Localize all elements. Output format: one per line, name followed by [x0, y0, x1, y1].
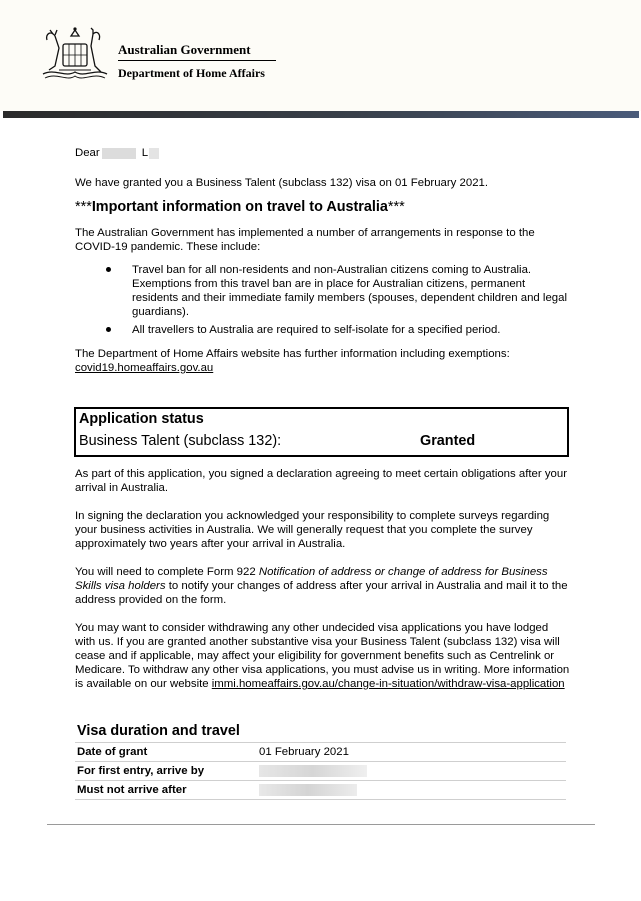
visa-duration-table [75, 742, 566, 800]
row-label: Must not arrive after [75, 781, 257, 800]
withdraw-visa-link[interactable]: immi.homeaffairs.gov.au/change-in-situation/withdraw-visa-application [211, 678, 565, 690]
status-title: Application status [79, 411, 204, 427]
covid-intro: The Australian Government has implemented a number of arrangements in response to the COVID-19 pandemic. These include: [75, 227, 535, 253]
covid-measures-list [75, 263, 570, 337]
row-label: Date of grant [75, 743, 257, 762]
commonwealth-coat-of-arms-icon [37, 26, 113, 82]
salutation-prefix: Dear [75, 147, 100, 159]
status-value: Granted [420, 433, 476, 449]
row-value: 01 February 2021 [257, 743, 566, 762]
department-name: Department of Home Affairs [118, 66, 265, 80]
table-row [75, 781, 566, 800]
withdraw-paragraph [75, 621, 570, 691]
table-row [75, 743, 566, 762]
heading-stars-close: *** [387, 199, 405, 215]
form-922-text-after: to notify your changes of address after your arrival in Australia and mail it to the address provided on the form. [75, 580, 568, 606]
row-value [257, 762, 566, 781]
form-922-text-before: You will need to complete Form 922 [75, 566, 259, 578]
covid-website-link[interactable]: covid19.homeaffairs.gov.au [75, 362, 214, 374]
visa-duration-title: Visa duration and travel [77, 723, 240, 739]
form-922-title: Notification of address or change of address for Business Skills visa holders [75, 566, 548, 592]
list-item [75, 323, 570, 337]
letterhead [0, 0, 641, 111]
redacted-date [259, 784, 357, 796]
application-status-box [74, 407, 569, 457]
table-row [75, 762, 566, 781]
letter-body-top [75, 146, 570, 375]
form-922-paragraph [75, 565, 570, 607]
visa-duration-section [75, 722, 568, 800]
bullet-text: Travel ban for all non-residents and non-Australian citizens coming to Australia. Exemptions from this travel ban are in place for Australian citizens, permanent residents and their immediate family members (spouses, dependent children and legal guardians). [132, 264, 567, 318]
withdraw-text: You may want to consider withdrawing any other undecided visa applications you have lodged with us. If you are granted another substantive visa your Business Talent (subclass 132) visa will cease and if applicable, may affect your eligibility for government benefits such as Centrelink or Medicare. To withdraw any other visa applications, you must advise us in writing. More information is available on our website [75, 622, 570, 690]
redacted-name-tail [149, 148, 159, 159]
bullet-icon [106, 327, 111, 332]
letterhead-rule [118, 60, 276, 61]
letter-body-obligations [75, 467, 570, 705]
row-label: For first entry, arrive by [75, 762, 257, 781]
heading-text: Important information on travel to Australia [91, 199, 388, 215]
salutation [75, 146, 570, 160]
redacted-name [102, 148, 136, 159]
declaration-paragraph: As part of this application, you signed a declaration agreeing to meet certain obligations after your arrival in Australia. [75, 468, 567, 494]
header-divider-bar [3, 111, 639, 118]
footer-divider [47, 824, 595, 825]
website-info-text: The Department of Home Affairs website has further information including exemptions: [75, 348, 510, 360]
survey-paragraph: In signing the declaration you acknowledged your responsibility to complete surveys regarding your business activities in Australia. We will generally request that you complete the survey approximately two years after your arrival in Australia. [75, 510, 550, 550]
row-value [257, 781, 566, 800]
status-label: Business Talent (subclass 132): [79, 433, 282, 449]
travel-heading [75, 198, 570, 216]
salutation-suffix: L [141, 147, 149, 159]
government-name: Australian Government [118, 42, 251, 57]
website-info [75, 347, 570, 375]
bullet-text: All travellers to Australia are required to self-isolate for a specified period. [132, 324, 501, 336]
bullet-icon [106, 267, 111, 272]
list-item [75, 263, 570, 319]
heading-stars-open: *** [75, 199, 92, 215]
grant-sentence: We have granted you a Business Talent (subclass 132) visa on 01 February 2021. [75, 177, 489, 189]
redacted-date [259, 765, 367, 777]
